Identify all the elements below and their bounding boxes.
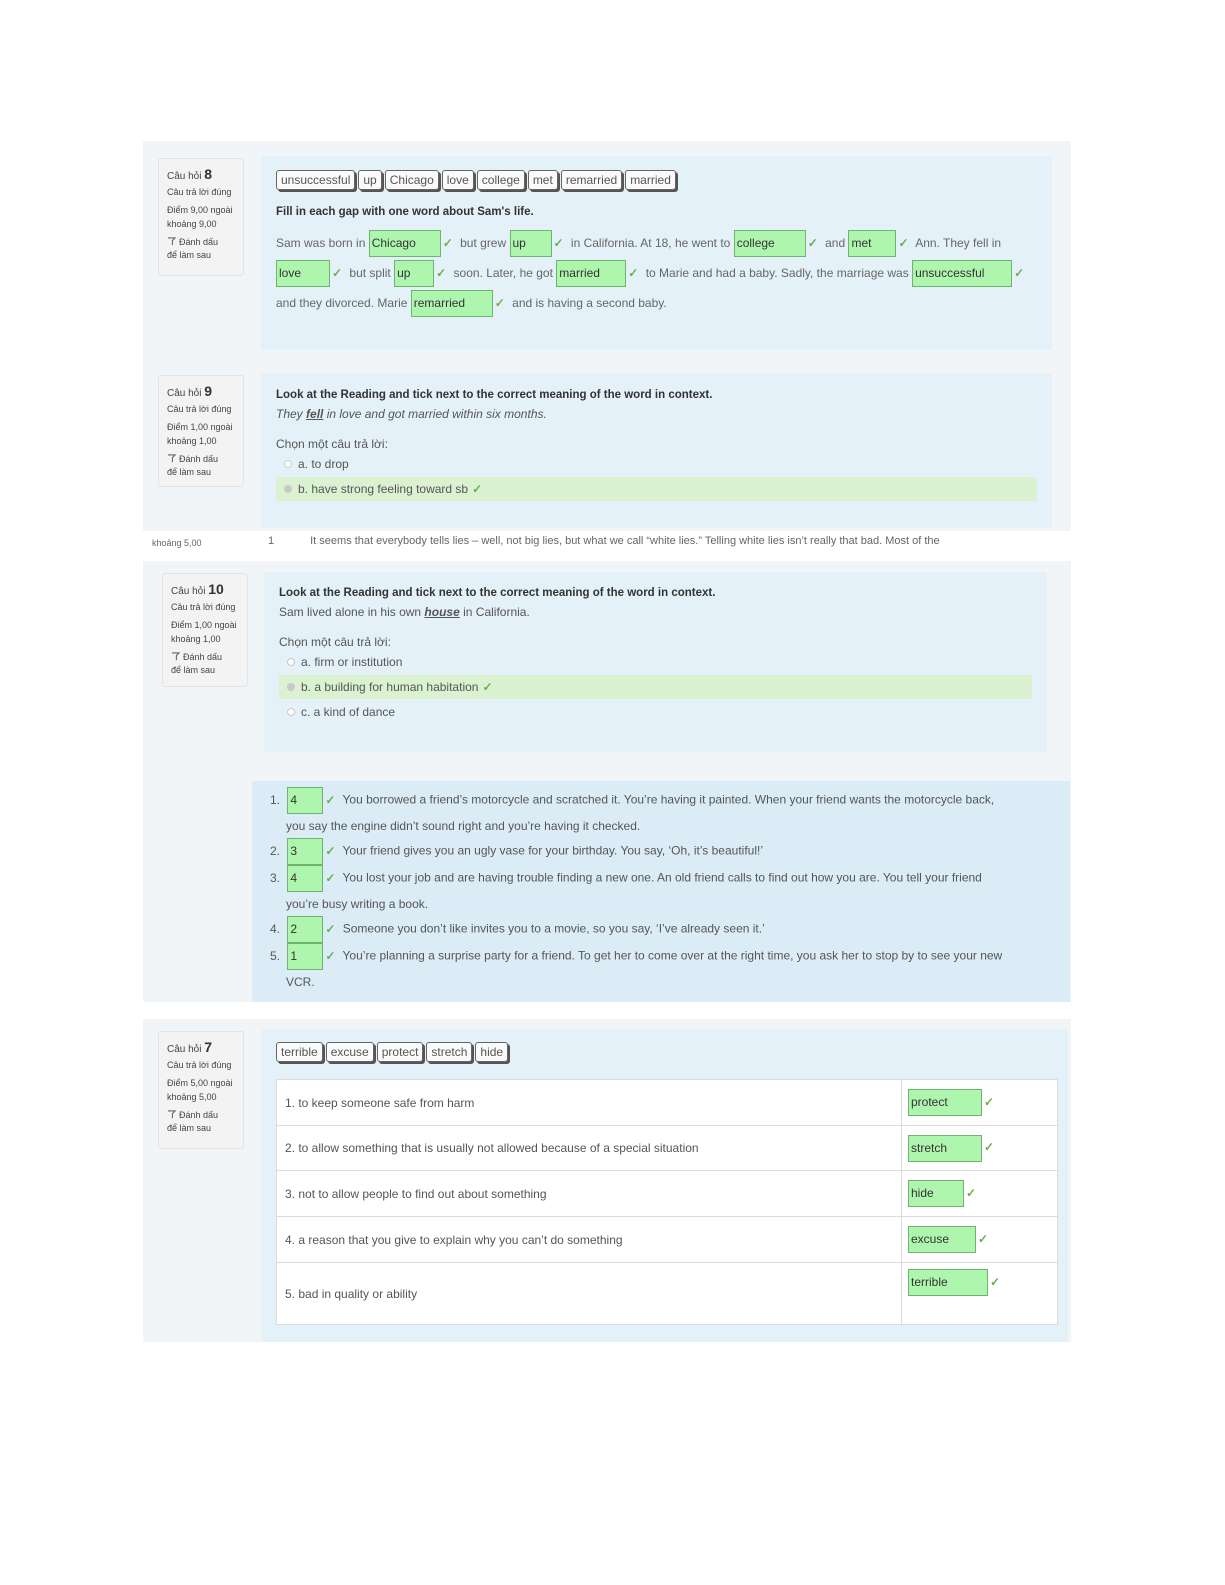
gap-input-7[interactable]: married — [556, 260, 626, 287]
check-icon: ✓ — [325, 921, 336, 936]
check-icon: ✓ — [325, 843, 336, 858]
gap-input-3[interactable]: college — [734, 230, 806, 257]
number-input-1[interactable]: 4 — [287, 787, 323, 814]
draggable-word-bank — [276, 1042, 1068, 1062]
question-points: Điểm 1,00 ngoài khoảng 1,00 — [167, 421, 233, 446]
radio-button[interactable] — [284, 485, 292, 493]
gap-fill-paragraph: Sam was born in Chicago ✓ but grew up ✓ in California. At 18, he went to college ✓ and met ✓ Ann. They fell in love ✓ but split up ✓ soon. Later, he got married ✓ to Marie and had a baby. Sadly, the marriage was unsuccessful ✓ and they divorced. Marie remarried ✓ and is having a second baby. — [276, 228, 1037, 318]
check-icon: ✓ — [807, 236, 818, 250]
drag-word-terrible[interactable]: terrible — [276, 1042, 323, 1062]
question-prefix: Câu hỏi — [167, 1044, 202, 1055]
number-input-5[interactable]: 1 — [287, 943, 323, 970]
drag-word-unsuccessful[interactable]: unsuccessful — [276, 170, 355, 190]
draggable-word-bank — [276, 170, 1037, 190]
check-icon: ✓ — [482, 680, 493, 694]
definition-cell: 2. to allow something that is usually not allowed because of a special situation — [277, 1126, 902, 1171]
answer-drop-3[interactable]: hide — [908, 1180, 964, 1207]
context-sentence: Sam lived alone in his own house in California. — [279, 605, 530, 619]
check-icon: ✓ — [332, 266, 343, 280]
gap-input-4[interactable]: met — [848, 230, 896, 257]
flag-question-link[interactable]: Đánh dấu để làm sau — [167, 236, 219, 261]
question-prompt: Look at the Reading and tick next to the correct meaning of the word in context. — [276, 389, 713, 401]
drag-word-college[interactable]: college — [477, 170, 525, 190]
question-content-10 — [264, 572, 1047, 752]
flag-icon — [171, 652, 180, 661]
question-status: Câu trả lời đúng — [167, 1059, 232, 1070]
reading-fragment: 1 It seems that everybody tells lies – well, not big lies, but what we call “white lies.” Telling white lies isn’t really that bad. Most of the — [268, 535, 940, 547]
table-row — [277, 1171, 1058, 1217]
question-info-8 — [158, 158, 244, 276]
option-a[interactable]: a. to drop — [276, 452, 1037, 476]
check-icon: ✓ — [1014, 266, 1025, 280]
number-input-2[interactable]: 3 — [287, 838, 323, 865]
points-fragment: khoảng 5,00 — [152, 538, 202, 548]
drag-word-protect[interactable]: protect — [377, 1042, 424, 1062]
flag-question-link[interactable]: Đánh dấu để làm sau — [167, 1109, 219, 1134]
check-icon: ✓ — [436, 266, 447, 280]
list-item: 4. 2 ✓ Someone you don’t like invites you to a movie, so you say, ‘I’ve already seen it.’ — [270, 916, 1060, 943]
check-icon: ✓ — [984, 1140, 995, 1155]
drag-word-married[interactable]: married — [625, 170, 676, 190]
radio-button[interactable] — [287, 658, 295, 666]
question-points: Điểm 9,00 ngoài khoảng 9,00 — [167, 204, 233, 229]
table-row — [277, 1126, 1058, 1171]
drag-word-hide[interactable]: hide — [475, 1042, 508, 1062]
matching-table — [276, 1079, 1058, 1325]
question-info-10 — [162, 573, 248, 687]
answer-label: Chọn một câu trả lời: — [276, 437, 388, 451]
drag-word-met[interactable]: met — [528, 170, 558, 190]
question-prompt: Fill in each gap with one word about Sam's life. — [276, 206, 534, 218]
check-icon: ✓ — [978, 1231, 989, 1246]
question-prefix: Câu hỏi — [167, 388, 202, 399]
drag-word-stretch[interactable]: stretch — [426, 1042, 472, 1062]
check-icon: ✓ — [325, 948, 336, 963]
gap-input-9[interactable]: remarried — [411, 290, 493, 317]
list-item: 5. 1 ✓ You’re planning a surprise party for a friend. To get her to come over at the right time, you ask her to stop by to see your new VCR. — [270, 943, 1060, 994]
answer-drop-2[interactable]: stretch — [908, 1135, 982, 1162]
drag-word-up[interactable]: up — [358, 170, 381, 190]
gap-input-5[interactable]: love — [276, 260, 330, 287]
question-prefix: Câu hỏi — [171, 586, 206, 597]
question-number: 10 — [208, 581, 224, 597]
definition-cell: 1. to keep someone safe from harm — [277, 1080, 902, 1126]
answer-drop-5[interactable]: terrible — [908, 1269, 988, 1296]
definition-cell: 4. a reason that you give to explain why you can’t do something — [277, 1217, 902, 1263]
radio-button[interactable] — [284, 460, 292, 468]
question-prompt: Look at the Reading and tick next to the correct meaning of the word in context. — [279, 587, 716, 599]
question-points: Điểm 1,00 ngoài khoảng 1,00 — [171, 619, 237, 644]
question-status: Câu trả lời đúng — [167, 403, 232, 414]
question-status: Câu trả lời đúng — [167, 186, 232, 197]
definition-cell: 5. bad in quality or ability — [277, 1263, 902, 1325]
gap-input-2[interactable]: up — [510, 230, 552, 257]
check-icon: ✓ — [553, 236, 564, 250]
check-icon: ✓ — [628, 266, 639, 280]
check-icon: ✓ — [472, 482, 483, 496]
check-icon: ✓ — [325, 870, 336, 885]
question-number: 9 — [204, 383, 213, 399]
check-icon: ✓ — [990, 1274, 1001, 1289]
context-sentence: They fell in love and got married within six months. — [276, 407, 547, 421]
check-icon: ✓ — [325, 792, 336, 807]
option-b[interactable]: b. have strong feeling toward sb ✓ — [276, 477, 1037, 501]
question-info-9 — [158, 375, 244, 487]
option-b[interactable]: b. a building for human habitation ✓ — [279, 675, 1032, 699]
flag-icon — [167, 1110, 176, 1119]
check-icon: ✓ — [898, 236, 909, 250]
flag-question-link[interactable]: Đánh dấu để làm sau — [167, 453, 219, 478]
radio-button[interactable] — [287, 708, 295, 716]
option-c[interactable]: c. a kind of dance — [279, 700, 1032, 724]
radio-button[interactable] — [287, 683, 295, 691]
check-icon: ✓ — [984, 1094, 995, 1109]
question-content-7 — [262, 1029, 1068, 1342]
question-number: 8 — [204, 166, 213, 182]
drag-word-chicago[interactable]: Chicago — [385, 170, 439, 190]
drag-word-love[interactable]: love — [442, 170, 474, 190]
list-item: 2. 3 ✓ Your friend gives you an ugly vase for your birthday. You say, ‘Oh, it’s beautiful!’ — [270, 838, 1060, 865]
option-a[interactable]: a. firm or institution — [279, 650, 1032, 674]
table-row — [277, 1080, 1058, 1126]
gap-input-6[interactable]: up — [394, 260, 434, 287]
flag-icon — [167, 454, 176, 463]
question-number: 7 — [204, 1039, 213, 1055]
check-icon: ✓ — [966, 1185, 977, 1200]
answer-label: Chọn một câu trả lời: — [279, 635, 391, 649]
check-icon: ✓ — [494, 296, 505, 310]
number-input-3[interactable]: 4 — [287, 865, 323, 892]
question-content-9 — [261, 374, 1052, 528]
question-prefix: Câu hỏi — [167, 171, 202, 182]
number-input-4[interactable]: 2 — [287, 916, 323, 943]
table-row — [277, 1217, 1058, 1263]
table-row — [277, 1263, 1058, 1325]
answer-drop-1[interactable]: protect — [908, 1089, 982, 1116]
list-item: 1. 4 ✓ You borrowed a friend’s motorcycle and scratched it. You’re having it painted. When your friend wants the motorcycle back, you say the engine didn’t sound right and you’re having it checked. — [270, 787, 1060, 838]
question-status: Câu trả lời đúng — [171, 601, 236, 612]
list-item: 3. 4 ✓ You lost your job and are having trouble finding a new one. An old friend calls to find out how you are. You tell your friend you’re busy writing a book. — [270, 865, 1060, 916]
question-info-7 — [158, 1031, 244, 1149]
question-content-8 — [261, 156, 1052, 350]
drag-word-excuse[interactable]: excuse — [326, 1042, 374, 1062]
drag-word-remarried[interactable]: remarried — [561, 170, 622, 190]
white-lies-list — [270, 787, 1060, 994]
definition-cell: 3. not to allow people to find out about something — [277, 1171, 902, 1217]
flag-question-link[interactable]: Đánh dấu để làm sau — [171, 651, 223, 676]
gap-input-1[interactable]: Chicago — [369, 230, 441, 257]
answer-drop-4[interactable]: excuse — [908, 1226, 976, 1253]
flag-icon — [167, 237, 176, 246]
question-points: Điểm 5,00 ngoài khoảng 5,00 — [167, 1077, 233, 1102]
check-icon: ✓ — [442, 236, 453, 250]
gap-input-8[interactable]: unsuccessful — [912, 260, 1012, 287]
